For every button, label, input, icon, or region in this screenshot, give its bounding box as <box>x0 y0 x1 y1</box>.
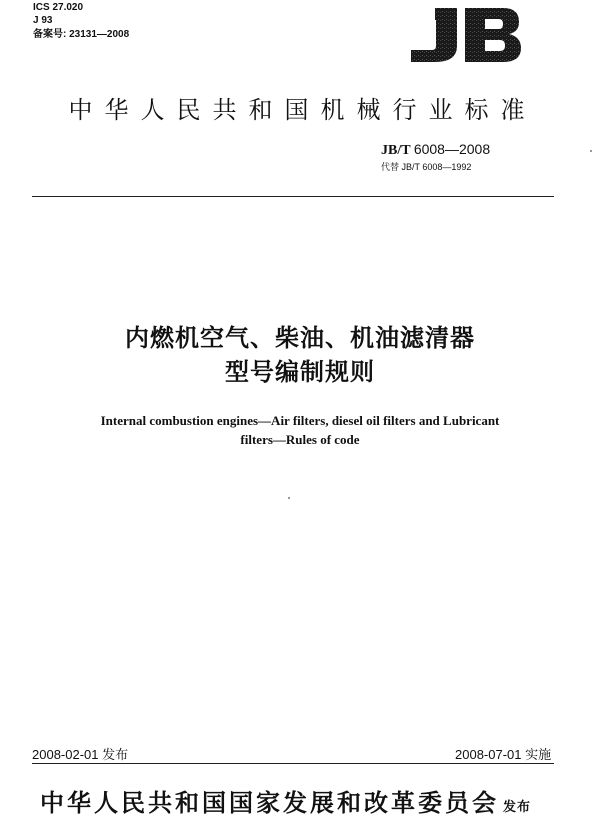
jb-logo <box>405 6 523 64</box>
ccs-code: J 93 <box>33 15 53 26</box>
implementation-date: 2008-07-01 实施 <box>455 747 552 762</box>
standard-category-title: 中华人民共和国机械行业标准 <box>68 96 537 124</box>
issuing-authority <box>40 783 531 818</box>
ics-code: ICS 27.020 <box>33 2 84 13</box>
footer-divider <box>32 763 554 764</box>
title-cn-line2: 型号编制规则 <box>225 358 375 386</box>
standard-code <box>381 141 490 159</box>
title-en-line1: Internal combustion engines—Air filters, diesel oil filters and Lubricant <box>100 413 500 428</box>
issuer-suffix: 发布 <box>503 800 532 815</box>
issuer-name: 中华人民共和国国家发展和改革委员会 <box>40 789 499 817</box>
scan-speck <box>288 497 290 499</box>
title-en-line2: filters—Rules of code <box>240 432 360 447</box>
replaces-standard: 代替 JB/T 6008—1992 <box>381 162 472 172</box>
header-divider <box>32 196 554 197</box>
scan-speck <box>590 150 592 152</box>
standard-code-number: 6008—2008 <box>413 141 491 157</box>
filing-number: 备案号: 23131—2008 <box>33 29 130 40</box>
title-cn-line1: 内燃机空气、柴油、机油滤清器 <box>125 324 475 352</box>
standard-code-prefix: JB/T <box>381 143 411 158</box>
issue-date: 2008-02-01 发布 <box>32 747 129 762</box>
